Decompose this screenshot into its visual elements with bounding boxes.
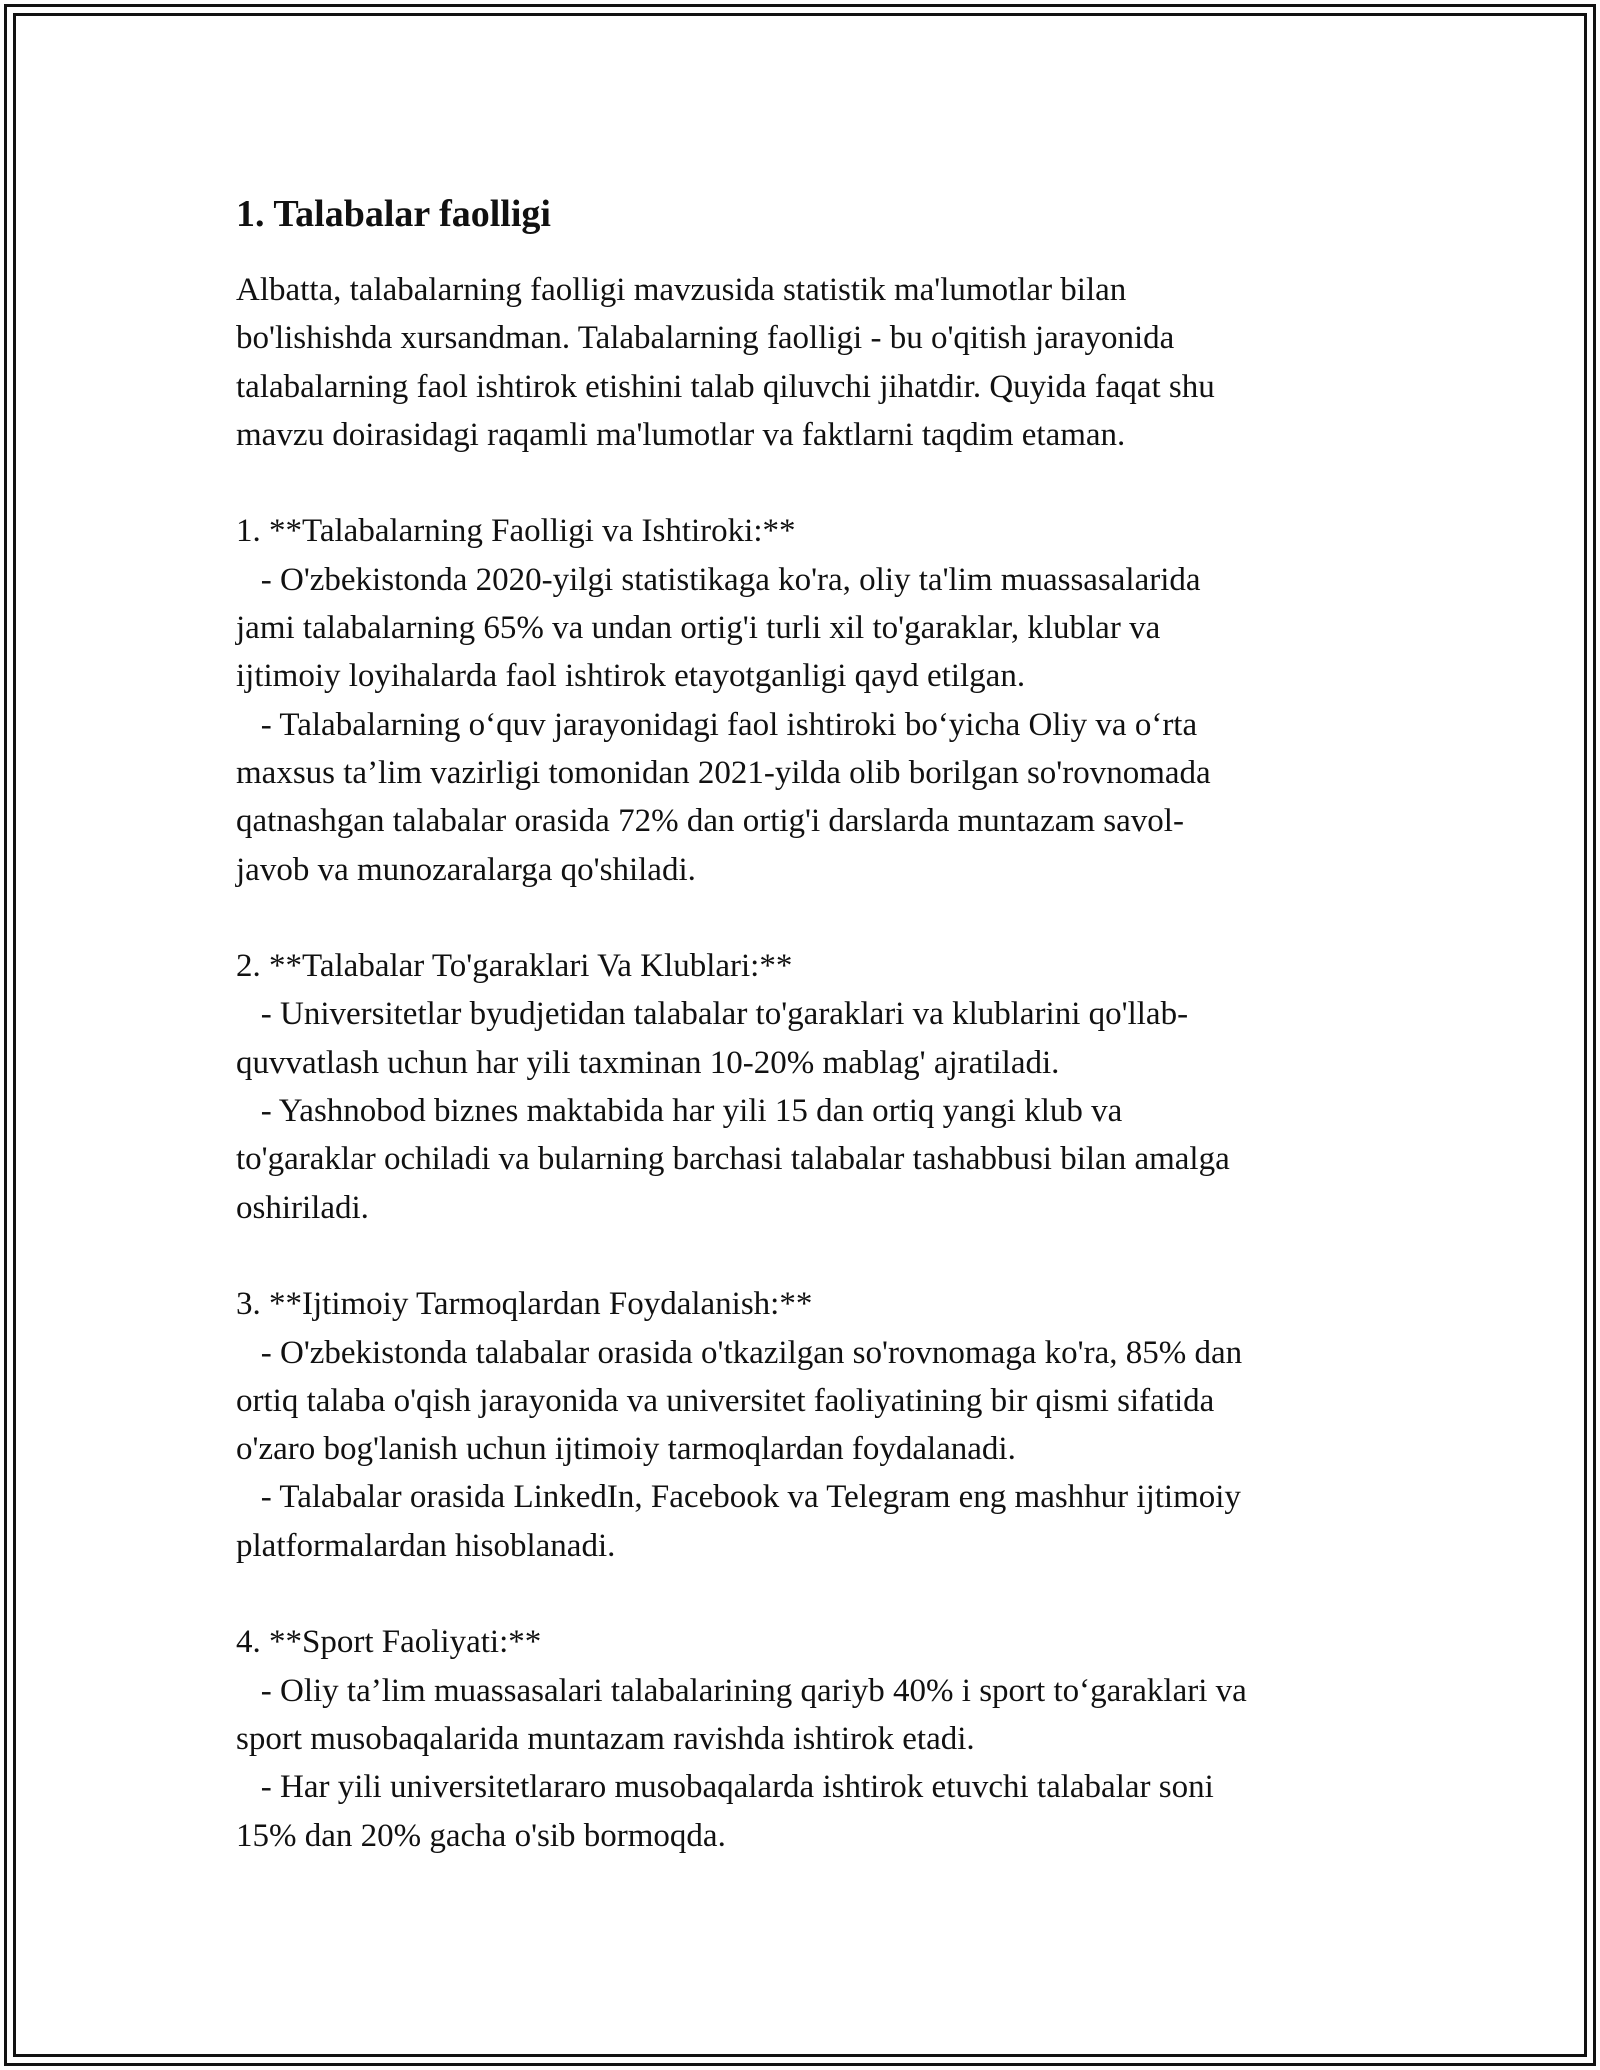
intro-line: mavzu doirasidagi raqamli ma'lumotlar va faktlarni taqdim etaman. — [236, 416, 1126, 453]
section-line: - Har yili universitetlararo musobaqalarda ishtirok etuvchi talabalar soni — [236, 1769, 1214, 1806]
section-line: - O'zbekistonda 2020-yilgi statistikaga ko'ra, oliy ta'lim muassasalarida — [236, 561, 1201, 598]
intro-paragraph — [236, 266, 1376, 459]
section-line: 15% dan 20% gacha o'sib bormoqda. — [236, 1817, 726, 1854]
section-line: - Oliy ta’lim muassasalari talabalarining qariyb 40% i sport to‘garaklari va — [236, 1672, 1247, 1709]
paragraph-gap — [236, 1570, 1376, 1618]
section-line: - Talabalar orasida LinkedIn, Facebook va Telegram eng mashhur ijtimoiy — [236, 1479, 1241, 1516]
section-1 — [236, 507, 1376, 893]
section-title: 1. **Talabalarning Faolligi va Ishtiroki:** — [236, 513, 796, 550]
section-line: ijtimoiy loyihalarda faol ishtirok etayotganligi qayd etilgan. — [236, 658, 1026, 695]
paragraph-gap — [236, 894, 1376, 942]
section-line: o'zaro bog'lanish uchun ijtimoiy tarmoqlardan foydalanadi. — [236, 1431, 1016, 1468]
section-line: - Yashnobod biznes maktabida har yili 15 dan ortiq yangi klub va — [236, 1093, 1123, 1130]
section-4 — [236, 1618, 1376, 1859]
section-2 — [236, 942, 1376, 1232]
intro-line: Albatta, talabalarning faolligi mavzusida statistik ma'lumotlar bilan — [236, 272, 1127, 308]
section-title: 2. **Talabalar To'garaklari Va Klublari:** — [236, 948, 793, 985]
section-line: - Universitetlar byudjetidan talabalar to'garaklari va klublarini qo'llab- — [236, 996, 1189, 1033]
section-line: sport musobaqalarida muntazam ravishda ishtirok etadi. — [236, 1720, 975, 1757]
section-line: quvvatlash uchun har yili taxminan 10-20% mablag' ajratiladi. — [236, 1044, 1060, 1081]
section-line: jami talabalarning 65% va undan ortig'i turli xil to'garaklar, klublar va — [236, 610, 1161, 647]
section-3 — [236, 1280, 1376, 1570]
section-line: qatnashgan talabalar orasida 72% dan ortig'i darslarda muntazam savol- — [236, 803, 1184, 840]
document-body — [236, 178, 1376, 1860]
intro-line: talabalarning faol ishtirok etishini talab qiluvchi jihatdir. Quyida faqat shu — [236, 368, 1215, 405]
section-line: oshiriladi. — [236, 1189, 369, 1226]
section-line: - Talabalarning o‘quv jarayonidagi faol ishtiroki bo‘yicha Oliy va o‘rta — [236, 706, 1198, 743]
section-title: 3. **Ijtimoiy Tarmoqlardan Foydalanish:** — [236, 1286, 813, 1323]
intro-line: bo'lishishda xursandman. Talabalarning faolligi - bu o'qitish jarayonida — [236, 320, 1175, 357]
section-title: 4. **Sport Faoliyati:** — [236, 1624, 542, 1661]
paragraph-gap — [236, 459, 1376, 507]
page-title: 1. Talabalar faolligi — [236, 193, 551, 235]
section-line: maxsus ta’lim vazirligi tomonidan 2021-yilda olib borilgan so'rovnomada — [236, 754, 1211, 791]
section-line: ortiq talaba o'qish jarayonida va universitet faoliyatining bir qismi sifatida — [236, 1382, 1215, 1419]
section-line: - O'zbekistonda talabalar orasida o'tkazilgan so'rovnomaga ko'ra, 85% dan — [236, 1334, 1243, 1371]
section-line: javob va munozaralarga qo'shiladi. — [236, 851, 696, 888]
section-line: platformalardan hisoblanadi. — [236, 1527, 616, 1564]
section-line: to'garaklar ochiladi va bularning barchasi talabalar tashabbusi bilan amalga — [236, 1141, 1230, 1178]
paragraph-gap — [236, 1232, 1376, 1280]
